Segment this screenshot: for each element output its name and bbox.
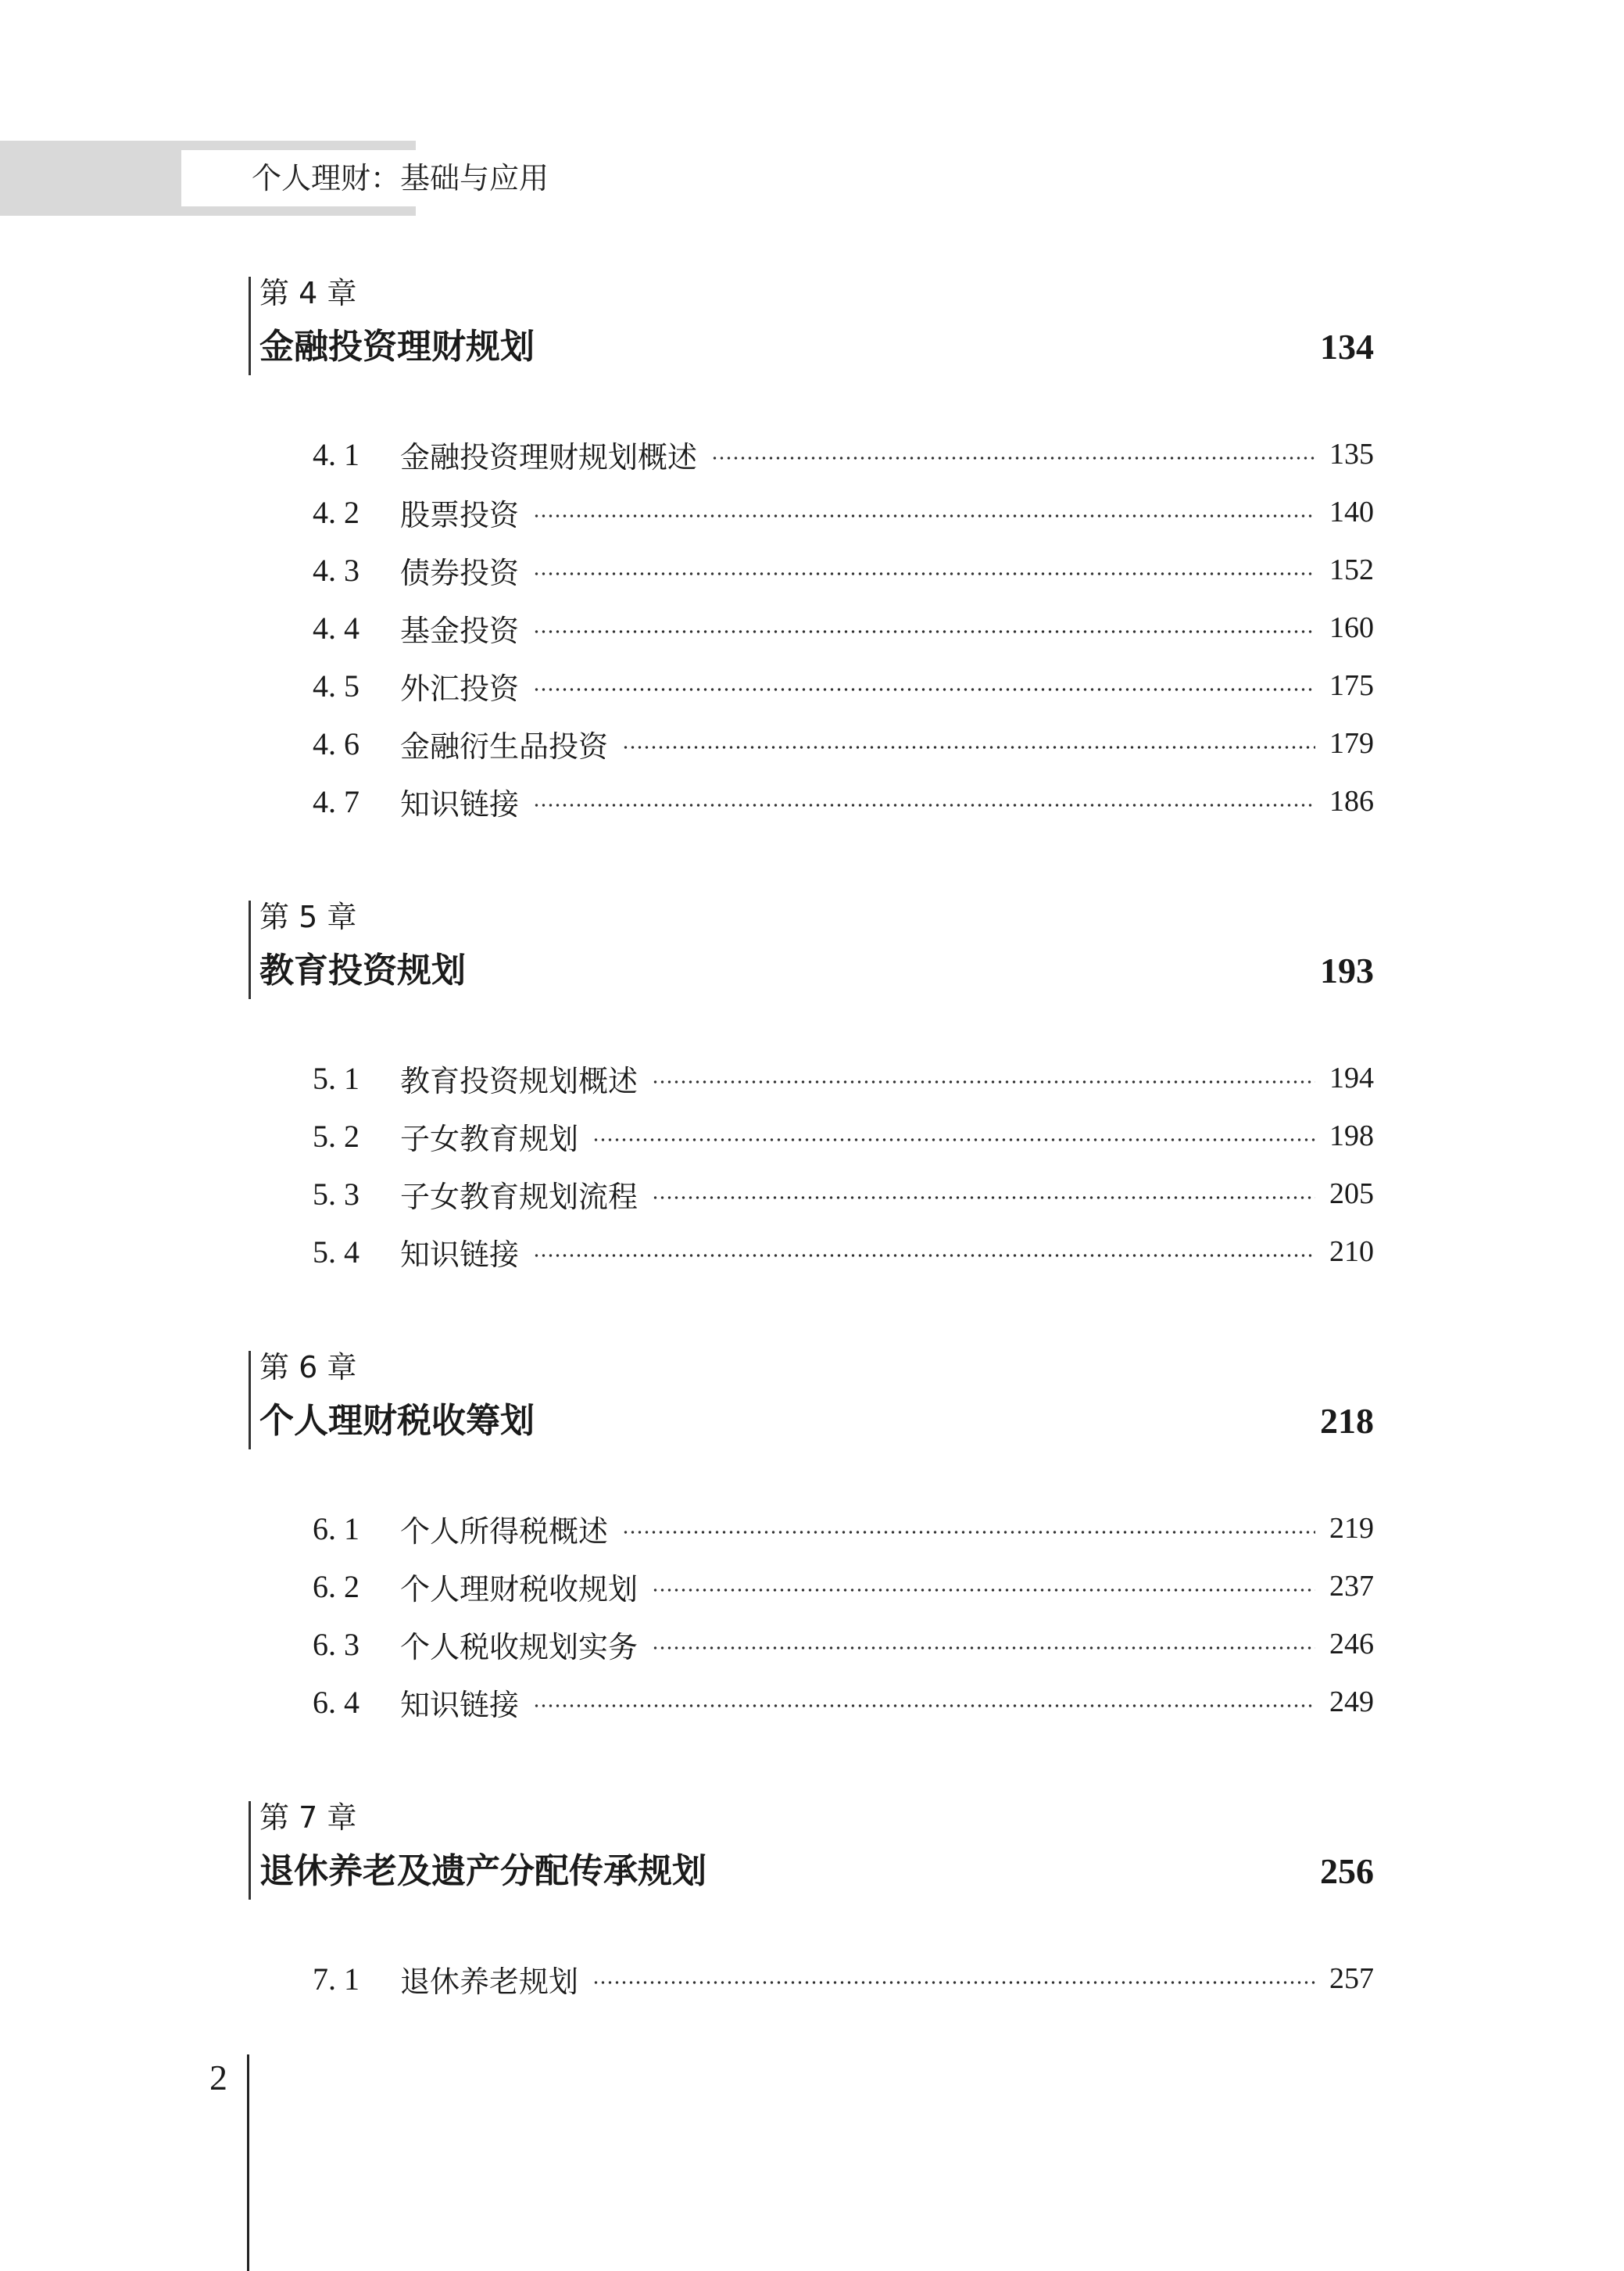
section-title: 子女教育规划流程 <box>400 1179 639 1214</box>
section-page: 257 <box>1329 1962 1374 1995</box>
section-page: 210 <box>1329 1235 1374 1268</box>
section-number: 4. 6 <box>313 725 359 761</box>
chapter-page: 134 <box>1320 327 1374 367</box>
toc-entry[interactable] <box>313 599 1374 657</box>
section-number: 4. 5 <box>313 668 359 704</box>
section-title: 个人所得税概述 <box>400 1513 609 1549</box>
dot-leader <box>533 1254 1315 1257</box>
section-number: 6. 1 <box>313 1510 359 1546</box>
section-title: 知识链接 <box>400 786 520 822</box>
toc-entry[interactable] <box>313 1673 1374 1731</box>
section-number: 4. 3 <box>313 552 359 588</box>
section-title: 金融衍生品投资 <box>400 729 609 764</box>
section-number: 5. 2 <box>313 1118 359 1154</box>
page-number: 2 <box>209 2058 227 2097</box>
section-list <box>313 1049 1374 1281</box>
toc-entry[interactable] <box>313 1615 1374 1673</box>
chapter-title: 金融投资理财规划 <box>259 327 535 367</box>
chapter-label: 第 7 章 <box>259 1800 357 1835</box>
section-page: 186 <box>1329 785 1374 818</box>
section-number: 5. 4 <box>313 1234 359 1270</box>
section-number: 5. 3 <box>313 1176 359 1212</box>
dot-leader <box>533 688 1315 691</box>
section-title: 知识链接 <box>400 1687 520 1722</box>
section-list <box>313 1950 1374 2008</box>
section-page: 237 <box>1329 1570 1374 1603</box>
toc-entry[interactable] <box>313 1165 1374 1223</box>
toc-entry[interactable] <box>313 1107 1374 1165</box>
dot-leader <box>652 1196 1315 1199</box>
chapter-page: 256 <box>1320 1851 1374 1891</box>
chapter-bar <box>249 1351 251 1449</box>
dot-leader <box>533 630 1315 633</box>
toc-entry[interactable] <box>313 1950 1374 2008</box>
section-number: 5. 1 <box>313 1060 359 1096</box>
chapter-label: 第 6 章 <box>259 1350 357 1384</box>
section-title: 知识链接 <box>400 1237 520 1272</box>
toc-entry[interactable] <box>313 541 1374 599</box>
chapter-label: 第 4 章 <box>259 276 357 310</box>
chapter-title: 教育投资规划 <box>259 951 466 990</box>
section-page: 246 <box>1329 1628 1374 1660</box>
section-list <box>313 1499 1374 1731</box>
dot-leader <box>622 746 1315 749</box>
section-page: 249 <box>1329 1685 1374 1718</box>
chapter-page: 218 <box>1320 1401 1374 1441</box>
section-title: 个人理财税收规划 <box>400 1571 639 1607</box>
toc-entry[interactable] <box>313 1223 1374 1281</box>
section-page: 135 <box>1329 438 1374 471</box>
chapter-bar <box>249 277 251 375</box>
section-page: 160 <box>1329 611 1374 644</box>
section-title: 基金投资 <box>400 613 520 648</box>
toc-entry[interactable] <box>313 483 1374 541</box>
chapter-label: 第 5 章 <box>259 900 357 934</box>
section-title: 股票投资 <box>400 497 520 532</box>
section-title: 教育投资规划概述 <box>400 1063 639 1098</box>
dot-leader <box>622 1531 1315 1534</box>
section-page: 198 <box>1329 1119 1374 1152</box>
chapter-title: 个人理财税收筹划 <box>259 1401 535 1441</box>
section-number: 6. 4 <box>313 1684 359 1720</box>
dot-leader <box>592 1981 1315 1984</box>
section-number: 7. 1 <box>313 1961 359 1997</box>
dot-leader <box>652 1646 1315 1650</box>
toc-entry[interactable] <box>313 657 1374 715</box>
section-title: 债券投资 <box>400 555 520 590</box>
chapter-title: 退休养老及遗产分配传承规划 <box>259 1851 706 1891</box>
section-page: 175 <box>1329 669 1374 702</box>
section-page: 219 <box>1329 1512 1374 1545</box>
chapter-page: 193 <box>1320 951 1374 990</box>
section-number: 4. 1 <box>313 436 359 472</box>
dot-leader <box>652 1080 1315 1084</box>
section-list <box>313 425 1374 830</box>
toc-entry[interactable] <box>313 1499 1374 1557</box>
section-number: 4. 7 <box>313 783 359 819</box>
dot-leader <box>711 457 1315 460</box>
section-title: 外汇投资 <box>400 671 520 706</box>
dot-leader <box>533 1704 1315 1707</box>
toc-entry[interactable] <box>313 772 1374 830</box>
section-page: 205 <box>1329 1177 1374 1210</box>
toc-entry[interactable] <box>313 1049 1374 1107</box>
section-title: 退休养老规划 <box>400 1964 579 1999</box>
dot-leader <box>533 572 1315 575</box>
section-number: 4. 2 <box>313 494 359 530</box>
section-title: 子女教育规划 <box>400 1121 579 1156</box>
section-number: 6. 3 <box>313 1626 359 1662</box>
dot-leader <box>533 514 1315 518</box>
section-page: 194 <box>1329 1062 1374 1094</box>
section-page: 179 <box>1329 727 1374 760</box>
toc-entry[interactable] <box>313 425 1374 483</box>
section-title: 个人税收规划实务 <box>400 1629 639 1664</box>
dot-leader <box>652 1589 1315 1592</box>
section-page: 140 <box>1329 496 1374 528</box>
toc-entry[interactable] <box>313 715 1374 772</box>
dot-leader <box>592 1138 1315 1141</box>
toc-entry[interactable] <box>313 1557 1374 1615</box>
section-number: 4. 4 <box>313 610 359 646</box>
chapter-bar <box>249 1801 251 1900</box>
section-page: 152 <box>1329 553 1374 586</box>
chapter-bar <box>249 901 251 999</box>
section-title: 金融投资理财规划概述 <box>400 439 698 475</box>
folio-rule <box>247 2054 249 2271</box>
section-number: 6. 2 <box>313 1568 359 1604</box>
running-header-title: 个人理财：基础与应用 <box>252 161 549 195</box>
dot-leader <box>533 804 1315 807</box>
